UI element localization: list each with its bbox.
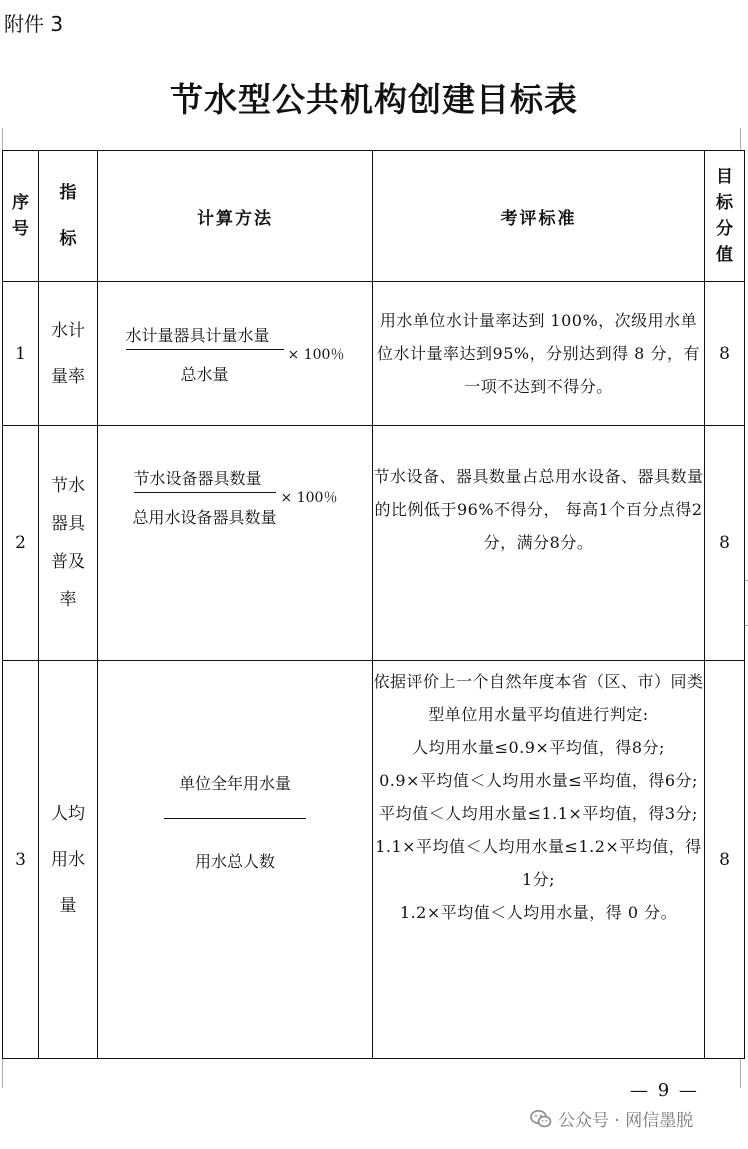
- table-row: [3, 282, 745, 426]
- page-edge-mark: [740, 1058, 741, 1088]
- attachment-label: 附件 3: [4, 12, 64, 36]
- header-criteria: 考评标准: [373, 151, 705, 282]
- header-score: 目标分值: [716, 167, 733, 265]
- row-score: 8: [705, 661, 745, 1059]
- page-edge-mark: [2, 128, 3, 150]
- page-title: 节水型公共机构创建目标表: [170, 80, 578, 119]
- formula: [164, 771, 306, 872]
- row-score: 8: [705, 282, 745, 426]
- header-no: 序号: [12, 193, 29, 239]
- formula-denominator: 总水量: [180, 364, 229, 384]
- criteria-line: 1.2×平均值＜人均用水量，得 0 分。: [399, 903, 678, 922]
- row-number: 1: [3, 282, 39, 426]
- page-number: — 9 —: [630, 1080, 699, 1101]
- formula-multiplier: × 100％: [287, 346, 345, 363]
- formula-numerator: 单位全年用水量: [164, 771, 306, 819]
- row-criteria: [373, 661, 705, 1059]
- page-edge-mark: [740, 128, 741, 150]
- criteria-line: 人均用水量≤0.9×平均值，得8分;: [412, 738, 665, 757]
- watermark-text: 公众号 · 网信墨脱: [558, 1111, 694, 1131]
- row-indicator: 水计量率: [51, 320, 85, 387]
- page-edge-mark: [2, 1058, 3, 1088]
- formula: [133, 466, 338, 528]
- criteria-line: 节水设备、器具数量占总用水设备、器具数量的比例低于96%不得分， 每高1个百分点得2分，满分8分。: [373, 467, 704, 552]
- row-criteria: [373, 426, 705, 661]
- watermark: [530, 1106, 693, 1131]
- criteria-line: 0.9×平均值＜人均用水量≤平均值，得6分;: [379, 771, 698, 790]
- row-number: 3: [3, 661, 39, 1059]
- formula-denominator: 总用水设备器具数量: [132, 508, 277, 527]
- header-row: [3, 151, 745, 282]
- formula: [126, 323, 345, 385]
- wechat-icon: [530, 1109, 552, 1129]
- header-method: 计算方法: [98, 151, 373, 282]
- table-row: [3, 661, 745, 1059]
- row-number: 2: [3, 426, 39, 661]
- formula-denominator: 用水总人数: [194, 852, 275, 871]
- header-indicator: 指标: [59, 183, 77, 249]
- row-indicator: 节水器具普及率: [51, 476, 85, 610]
- formula-numerator: 节水设备器具数量: [134, 466, 276, 493]
- criteria-line: 平均值＜人均用水量≤1.1×平均值，得3分;: [379, 804, 698, 823]
- target-table: [2, 150, 745, 1059]
- formula-numerator: 水计量器具计量水量: [126, 323, 284, 350]
- criteria-line: 用水单位水计量率达到 100%，次级用水单位水计量率达到95%，分别达到得 8 分，有一项不达到不得分。: [377, 311, 700, 396]
- criteria-line: 依据评价上一个自然年度本省（区、市）同类型单位用水量平均值进行判定:: [373, 672, 704, 724]
- criteria-line: 1.1×平均值＜人均用水量≤1.2×平均值，得1分;: [375, 837, 702, 889]
- table-row: [3, 426, 745, 661]
- row-indicator: 人均用水量: [51, 803, 85, 916]
- row-criteria: [373, 282, 705, 426]
- row-score: 8: [705, 426, 745, 661]
- formula-multiplier: × 100％: [280, 490, 338, 506]
